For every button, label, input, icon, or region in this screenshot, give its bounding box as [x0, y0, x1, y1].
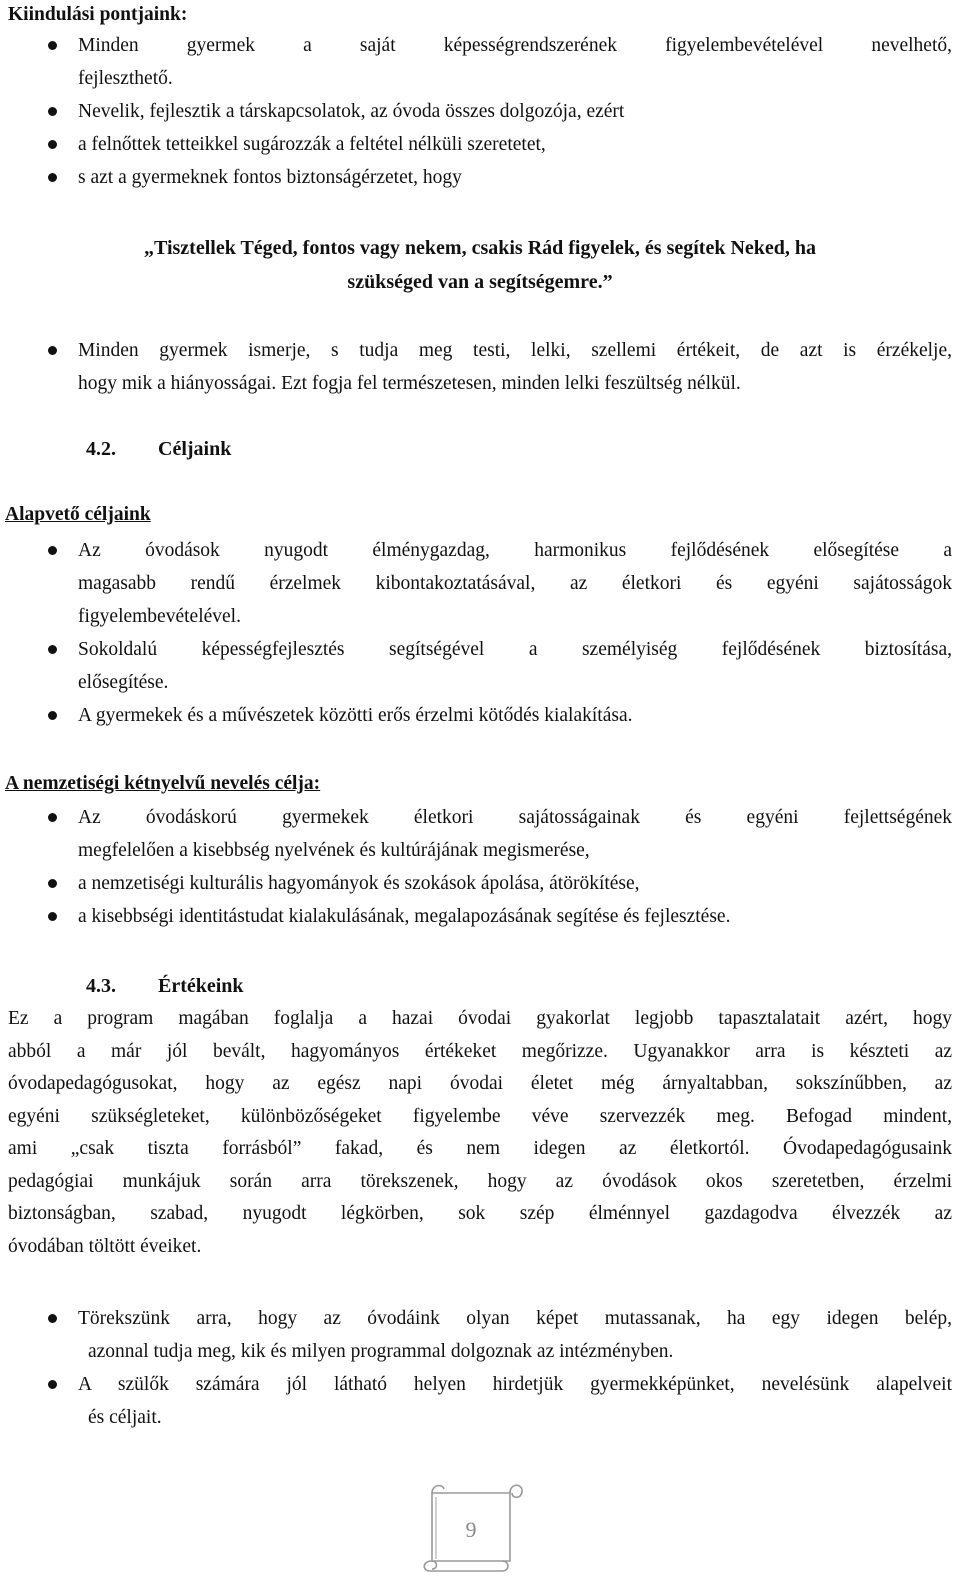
nationality-list — [8, 801, 952, 933]
bullet-icon — [48, 879, 57, 888]
list-item: A gyermekek és a művészetek közötti erős érzelmi kötődés kialakítása. — [8, 699, 952, 732]
bullet-icon — [48, 546, 57, 555]
page-number-scroll — [418, 1475, 528, 1575]
quote: „Tisztellek Téged, fontos vagy nekem, csakis Rád figyelek, és segítek Neked, ha szükséged van a segítségemre.” — [143, 237, 817, 293]
list-item: Minden gyermek a saját képességrendszerének figyelembevételével nevelhető, fejleszthető. — [8, 29, 952, 95]
bullet-icon — [48, 645, 57, 654]
bullet-icon — [48, 1380, 57, 1389]
list-item: Nevelik, fejlesztik a társkapcsolatok, az óvoda összes dolgozója, ezért — [8, 95, 952, 128]
bullet-icon — [48, 912, 57, 921]
page-number: 9 — [465, 1517, 477, 1542]
bullet-icon — [48, 346, 57, 355]
nationality-heading: A nemzetiségi kétnyelvű nevelés célja: — [5, 773, 321, 794]
bullet-icon — [48, 140, 57, 149]
list-item: a kisebbségi identitástudat kialakulásának, megalapozásának segítése és fejlesztése. — [8, 900, 952, 933]
list-item: Sokoldalú képességfejlesztés segítségével a személyiség fejlődésének biztosítása, elősegítése. — [8, 633, 952, 699]
after-quote-list — [8, 334, 952, 400]
start-list — [8, 29, 952, 194]
scroll-icon — [418, 1475, 528, 1575]
values-list — [8, 1302, 952, 1434]
goals-subheading: Alapvető céljaink — [5, 504, 151, 525]
values-paragraph: Ez a program magában foglalja a hazai óvodai gyakorlat legjobb tapasztalatait azért, hogy abból a már jól bevált, hagyományos értékeket megőrizze. Ugyanakkor arra is készteti az óvodapedagógusokat, hogy az egész napi óvodai életet még árnyaltabban, sokszínűbben, az egyéni szükségleteket, különbözőségeket figyelembe véve szervezzék meg. Befogad mindent, ami „csak tiszta forrásból” fakad, és nem idegen az életkortól. Óvodapedagógusaink pedagógiai munkájuk során arra törekszenek, hogy az óvodások okos szeretetben, érzelmi biztonságban, szabad, nyugodt légkörben, sok szép élménnyel gazdagodva élvezzék az óvodában töltött éveiket. — [8, 1008, 952, 1257]
bullet-icon — [48, 1314, 57, 1323]
list-item: a felnőttek tetteikkel sugározzák a feltétel nélküli szeretetet, — [8, 128, 952, 161]
start-heading: Kiindulási pontjaink: — [8, 4, 188, 25]
bullet-icon — [48, 711, 57, 720]
list-item: Minden gyermek ismerje, s tudja meg testi, lelki, szellemi értékeit, de azt is érzékelje, hogy mik a hiányosságai. Ezt fogja fel természetesen, minden lelki feszültség nélkül. — [8, 334, 952, 400]
goals-list — [8, 534, 952, 732]
section-42-title: Céljaink — [158, 438, 232, 460]
bullet-icon — [48, 41, 57, 50]
bullet-icon — [48, 107, 57, 116]
list-item: Az óvodások nyugodt élménygazdag, harmonikus fejlődésének elősegítése a magasabb rendű érzelmek kibontakoztatásával, az életkori és egyéni sajátosságok figyelembevételével. — [8, 534, 952, 633]
list-item: Törekszünk arra, hogy az óvodáink olyan képet mutassanak, ha egy idegen belép, azonnal tudja meg, kik és milyen programmal dolgoznak az intézményben. — [8, 1302, 952, 1368]
section-43-number: 4.3. — [86, 975, 116, 997]
list-item: A szülők számára jól látható helyen hirdetjük gyermekképünket, nevelésünk alapelveit és céljait. — [8, 1368, 952, 1434]
list-item: s azt a gyermeknek fontos biztonságérzetet, hogy — [8, 161, 952, 194]
bullet-icon — [48, 173, 57, 182]
section-42-number: 4.2. — [86, 438, 116, 460]
list-item: a nemzetiségi kulturális hagyományok és szokások ápolása, átörökítése, — [8, 867, 952, 900]
bullet-icon — [48, 813, 57, 822]
list-item: Az óvodáskorú gyermekek életkori sajátosságainak és egyéni fejlettségének megfelelően a kisebbség nyelvének és kultúrájának megismerése, — [8, 801, 952, 867]
section-43-title: Értékeink — [158, 975, 244, 997]
